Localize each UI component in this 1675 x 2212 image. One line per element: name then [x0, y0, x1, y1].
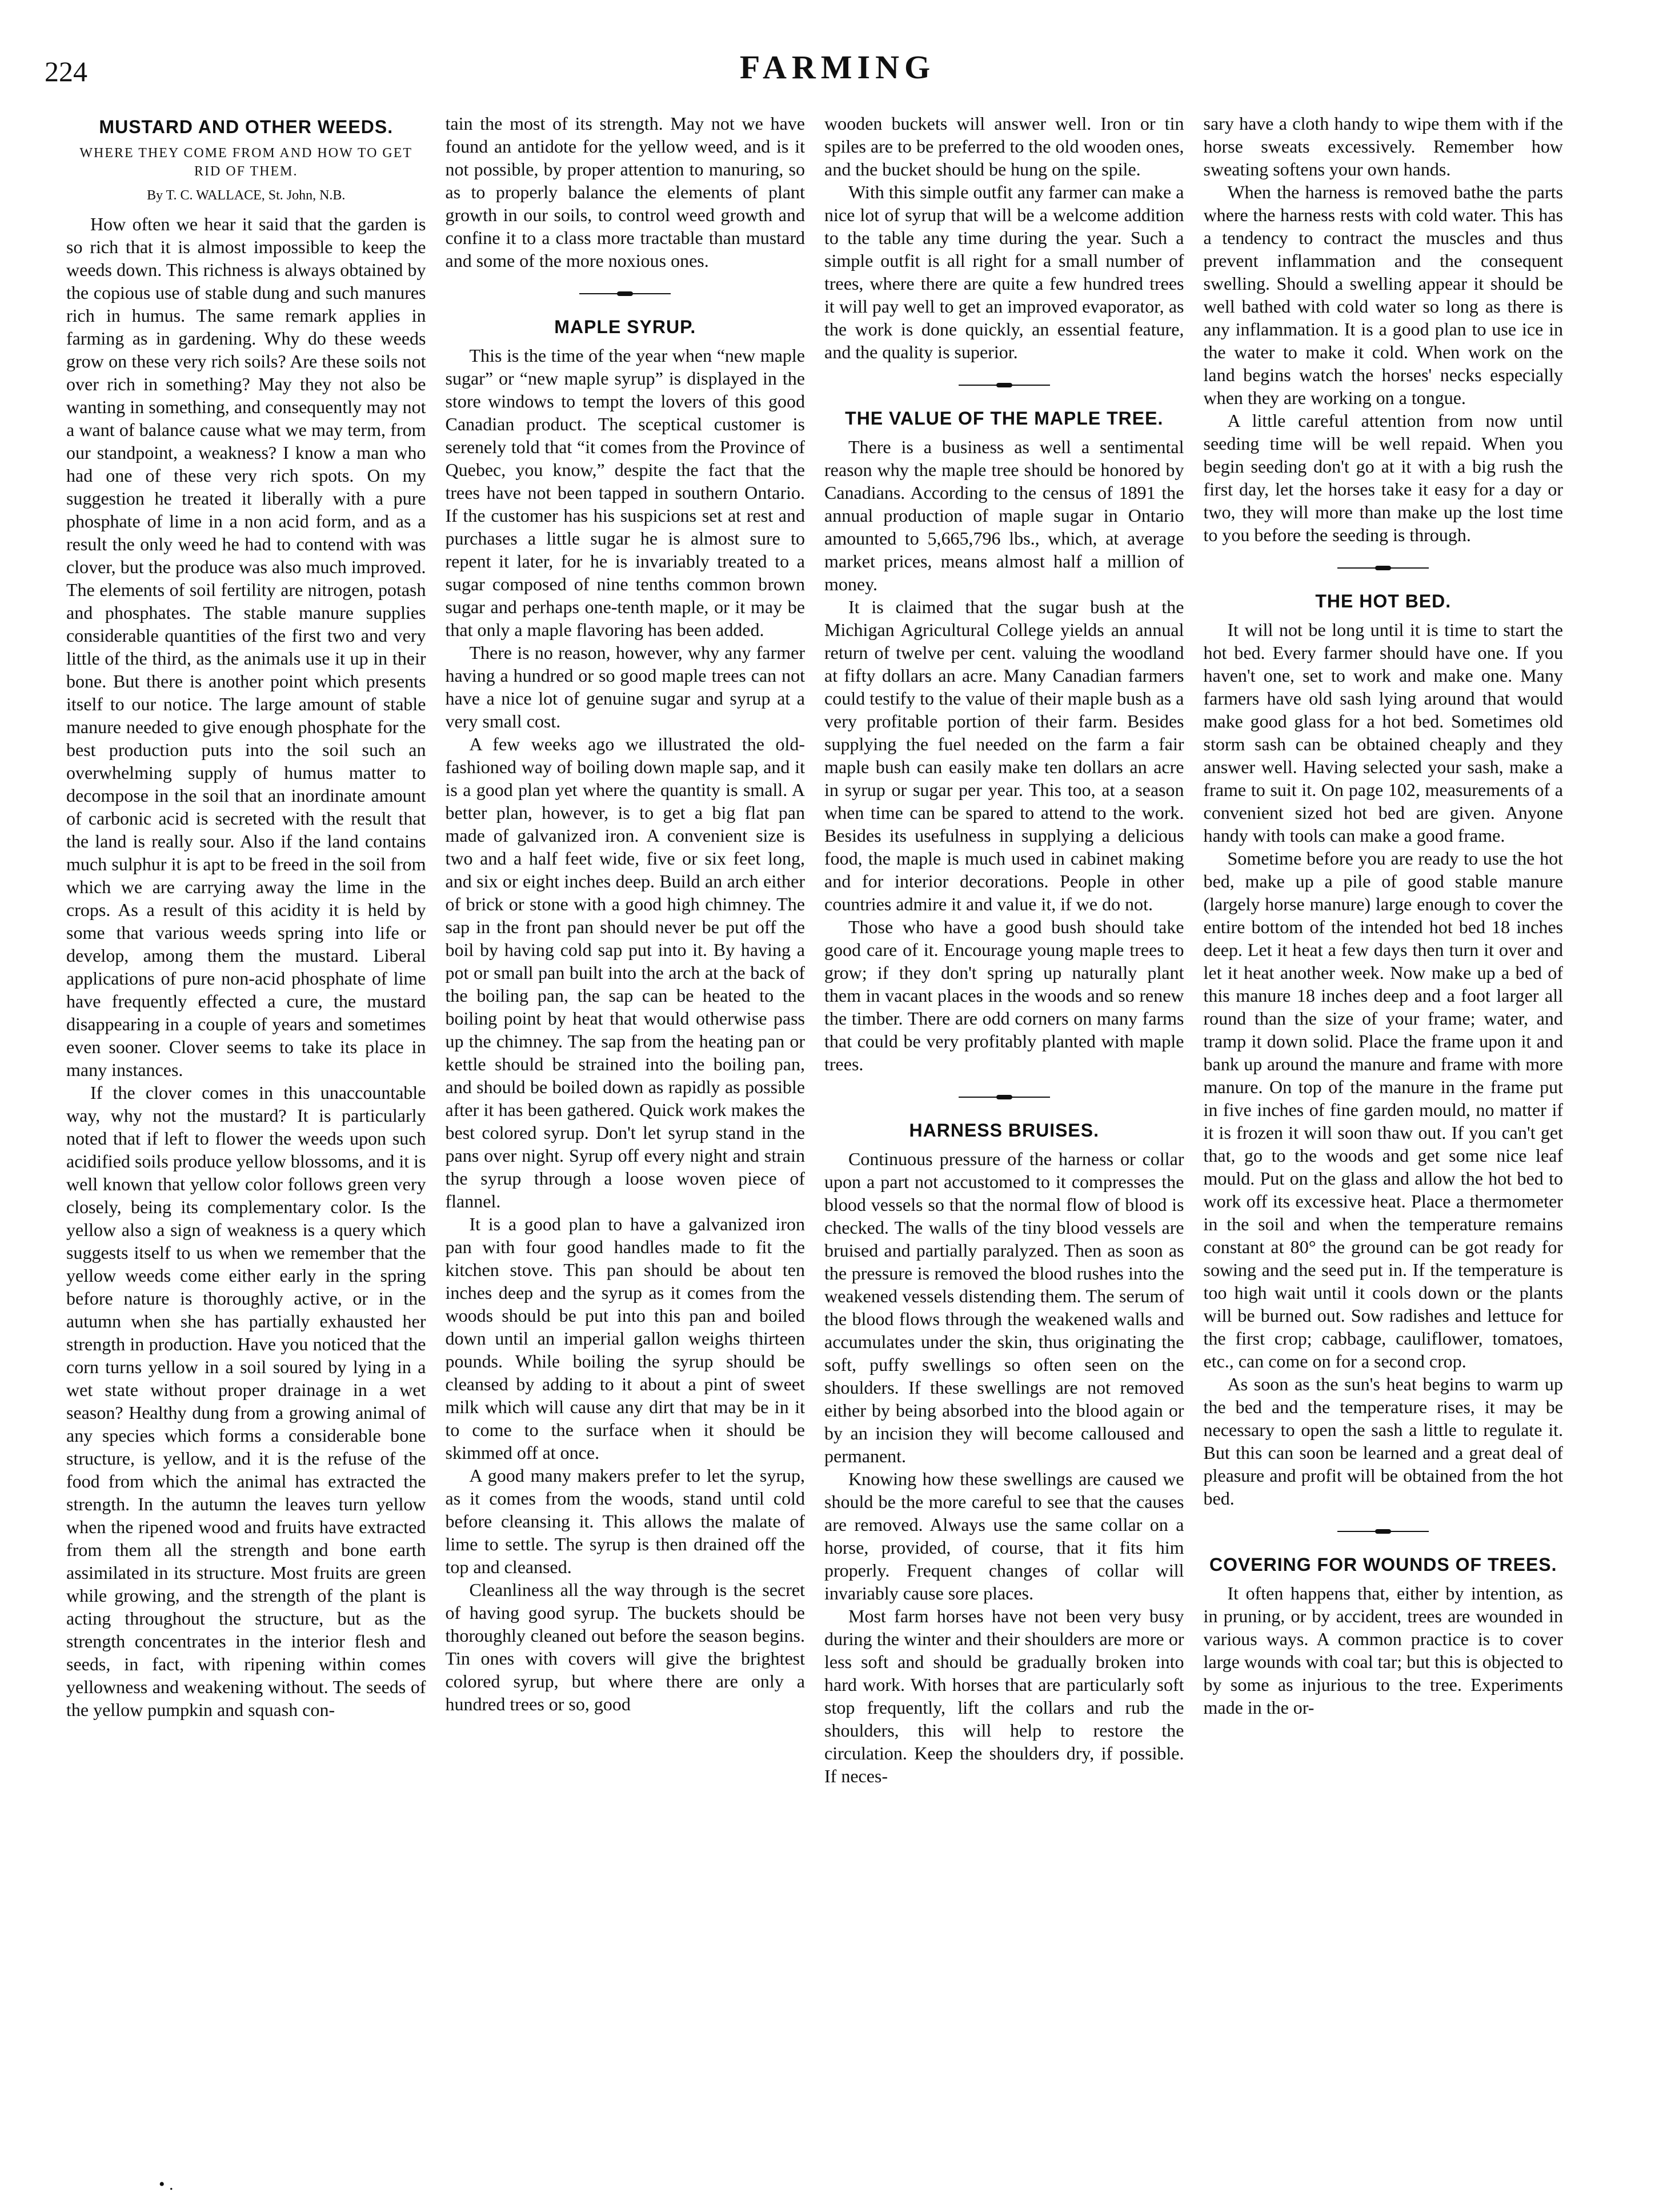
article-subtitle-mustard: WHERE THEY COME FROM AND HOW TO GET RID OF THEM. [79, 146, 413, 179]
paragraph: Those who have a good bush should take good care of it. Encourage young maple trees to grow; if they don't spring up naturally plant them in vacant places in the woods and so renew the timber. There are odd corners on many farms that could be very profitably planted with maple trees. [824, 917, 1184, 1074]
paragraph: If the clover comes in this unaccountable way, why not the mustard? It is particularly noted that if left to flower the weeds upon such acidified soils produce yellow blossoms, and it is well known that yellow color follows green very closely, being its complementary color. Is the yellow also a sign of weakness is a query which suggests itself to us when we remember that the yellow weeds come either early in the spring before nature is thoroughly active, or in the autumn when she has partially exhausted her strength in production. Have you noticed that the corn turns yellow in a soil soured by lying in a wet state without proper drainage in a wet season? Healthy dung from a growing animal of any species which forms a considerable bone structure, is yellow, and it is the refuse of the food from which the animal has extracted the strength. In the autumn the leaves turn yellow when the ripened wood and fruits have extracted from them all the strength and bone earth assimilated in its structure. Most fruits are green while growing, and the strength of the plant is acting throughout the structure, but as the strength concentrates in the interior flesh and seeds, in fact, with ripening within comes yellowness and weakening without. The seeds of the yellow pumpkin and squash con- [66, 1082, 426, 1720]
paragraph: Sometime before you are ready to use the hot bed, make up a pile of good stable manure (largely horse manure) large enough to cover the entire bottom of the intended hot bed 18 inches deep. Let it heat a few days then turn it over and let it heat another week. Now make up a bed of this manure 18 inches deep and a foot larger all round than the size of your frame; water, and tramp it down solid. Place the frame upon it and bank up around the manure and frame with more manure. On top of the manure in the frame put in five inches of fine garden mould, no matter if it is frozen it will soon thaw out. If you can't get that, go to the woods and get some nice leaf mould. Put on the glass and allow the hot bed to work off its excessive heat. Place a thermometer in the soil and when the temperature remains constant at 80° the ground can be got ready for sowing and the seed put in. If the temperature is too high wait until it cools down or the plants will be burned out. Sow radishes and lettuce for the first crop; cabbage, cauliflower, tomatoes, etc., can come on for a second crop. [1203, 848, 1563, 1371]
paragraph: It will not be long until it is time to start the hot bed. Every farmer should have one. If you haven't one, set to work and make one. Many farmers have old sash lying around that would make good glass for a hot bed. Sometimes old storm sash can be obtained cheaply and they answer well. Having selected your sash, make a frame to suit it. On page 102, measurements of a convenient sized hot bed are given. Anyone handy with tools can make a good frame. [1203, 619, 1563, 846]
paragraph: It is a good plan to have a galvanized iron pan with four good handles made to fit the kitchen stove. This pan should be about ten inches deep and the syrup as it comes from the woods should be put into this pan and boiled down until an imperial gallon weighs thirteen pounds. While boiling the syrup should be cleansed by adding to it about a pint of sweet milk which will cause any dirt that may be in it to come to the surface when it should be skimmed off at once. [445, 1214, 805, 1463]
paragraph: How often we hear it said that the garden is so rich that it is almost impossible to keep the weeds down. This richness is always obtained by the copious use of stable dung and such manures rich in humus. The same remark applies in farming as in gardening. Why do these weeds grow on these very rich soils? Are these soils not over rich in something? May they not also be wanting in something, and consequently may not a want of balance cause what we may term, from our standpoint, a weakness? I know a man who had one of these very rich spots. On my suggestion he treated it liberally with a pure phosphate of lime in a non acid form, and as a result the only weed he had to contend with was clover, but the produce was also much improved. The elements of soil fertility are nitrogen, potash and phosphates. The stable manure supplies considerable quantities of the first two and very little of the third, as the animals use it up in their bone. But there is another point which presents itself to our notice. The large amount of stable manure needed to give enough phosphate for the best production puts into the soil such an overwhelming supply of humus matter to decompose in the soil that an inordinate amount of carbonic acid is secreted with the result that the land is really sour. Also if the land contains much sulphur it is apt to be freed in the soil from which we are carrying away the lime in the crops. As a result of this acidity it is held by some that various weeds spring into life or develop, among them the mustard. Liberal applications of pure non-acid phosphate of lime have frequently effected a cure, the mustard disappearing in a couple of years and sometimes even sooner. Clover seems to take its place in many instances. [66, 214, 426, 1080]
article-columns [66, 112, 1563, 2146]
article-title-maple-syrup: MAPLE SYRUP. [554, 317, 696, 337]
page-number: 224 [45, 55, 87, 87]
paragraph: With this simple outfit any farmer can make a nice lot of syrup that will be a welcome addition to the table any time during the year. Such a simple outfit is all right for a small number of trees, where there are quite a few hundred trees it will pay well to get an improved evaporator, as the work is done quickly, an essential feature, and the quality is superior. [824, 182, 1184, 362]
paragraph: Most farm horses have not been very busy during the winter and their shoulders are more or less soft and should be gradually broken into hard work. With horses that are particularly soft stop frequently, lift the collars and rub the shoulders, this will help to restore the circulation. Keep the shoulders dry, if possible. If neces- [824, 1606, 1184, 1786]
article-title-mustard: MUSTARD AND OTHER WEEDS. [99, 117, 394, 137]
paragraph: There is no reason, however, why any farmer having a hundred or so good maple trees can not have a nice lot of genuine sugar and syrup at a very small cost. [445, 642, 805, 731]
paragraph: This is the time of the year when “new maple sugar” or “new maple syrup” is displayed in the store windows to tempt the lovers of this good Canadian product. The sceptical customer is serenely told that “it comes from the Province of Quebec, you know,” despite the fact that the trees have not been tapped in southern Ontario. If the customer has his suspicions set at rest and purchases a little sugar he is almost sure to repent it later, for he is invariably treated to a sugar composed of nine tenths common brown sugar and perhaps one-tenth maple, or it may be that only a maple flavoring has been added. [445, 345, 805, 640]
column-3 [824, 112, 1184, 2146]
paragraph: When the harness is removed bathe the parts where the harness rests with cold water. This has a tendency to contract the muscles and thus prevent inflammation and the consequent swelling. Should a swelling appear it should be well bathed with cold water so long as there is any inflammation. It is a good plan to use ice in the water to make it cold. When work on the land begins watch the horses' necks especially when they are working on a tongue. [1203, 182, 1563, 408]
section-divider [959, 1095, 1050, 1099]
paragraph: As soon as the sun's heat begins to warm up the bed and the temperature rises, it may be necessary to open the sash a little to regulate it. But this can soon be learned and a great deal of pleasure and profit will be obtained from the hot bed. [1203, 1374, 1563, 1509]
article-title-wounds: COVERING FOR WOUNDS OF TREES. [1209, 1554, 1557, 1575]
section-divider [959, 383, 1050, 387]
article-title-hot-bed: THE HOT BED. [1315, 591, 1452, 611]
paragraph: Cleanliness all the way through is the secret of having good syrup. The buckets should be thoroughly cleaned out before the season begins. Tin ones with covers will give the brightest colored syrup, but where there are only a hundred trees or so, good [445, 1579, 805, 1714]
paragraph: A little careful attention from now until seeding time will be well repaid. When you begin seeding don't go at it with a big rush the first day, let the horses take it easy for a day or two, they will more than make up the lost time to you before the seeding is through. [1203, 410, 1563, 545]
column-2 [446, 112, 806, 2146]
paragraph: Continuous pressure of the harness or collar upon a part not accustomed to it compresses the blood vessels so that the normal flow of blood is checked. The walls of the tiny blood vessels are bruised and partially paralyzed. Then as soon as the pressure is removed the blood rushes into the weakened vessels distending them. The serum of the blood flows through the weakened walls and accumulates under the skin, thus originating the soft, puffy swellings so often seen on the shoulders. If these swellings are not removed either by being absorbed into the blood again or by an incision they will become calloused and permanent. [824, 1149, 1184, 1466]
paragraph: It is claimed that the sugar bush at the Michigan Agricultural College yields an annual return of twelve per cent. valuing the woodland at fifty dollars an acre. Many Canadian farmers could testify to the value of their maple bush as a very profitable portion of their farm. Besides supplying the fuel needed on the farm a fair maple bush can easily make ten dollars an acre in syrup or sugar per year. This too, at a season when time can be spared to attend to the work. Besides its usefulness in supplying a delicious food, the maple is much used in cabinet making and for interior decorations. People in other countries admire it and value it, if we do not. [824, 597, 1184, 914]
article-byline-mustard: By T. C. WALLACE, St. John, N.B. [147, 188, 346, 203]
footer-marks: • . [159, 2175, 174, 2194]
paragraph-continued: wooden buckets will answer well. Iron or tin spiles are to be preferred to the old wooden ones, and the bucket should be hung on the spile. [824, 113, 1184, 179]
article-title-maple-tree: THE VALUE OF THE MAPLE TREE. [845, 408, 1164, 429]
paragraph: There is a business as well a sentimental reason why the maple tree should be honored by Canadians. According to the census of 1891 the annual production of maple sugar in Ontario amounted to 5,665,796 lbs., which, at average market prices, means almost half a million of money. [824, 437, 1184, 594]
paragraph: Knowing how these swellings are caused we should be the more careful to see that the causes are removed. Always use the same collar on a horse, provided, of course, that it fits him properly. Frequent changes of collar will invariably cause sore places. [824, 1469, 1184, 1603]
section-divider [1337, 566, 1429, 570]
paragraph: It often happens that, either by intention, as in pruning, or by accident, trees are wounded in various ways. A common practice is to cover large wounds with coal tar; but this is objected to by some as injurious to the tree. Experiments made in the or- [1203, 1583, 1563, 1718]
article-title-harness: HARNESS BRUISES. [909, 1120, 1099, 1141]
section-divider [1337, 1529, 1429, 1534]
section-divider [579, 291, 671, 296]
paragraph-continued: sary have a cloth handy to wipe them with if the horse sweats excessively. Remember how sweating softens your own hands. [1203, 113, 1563, 179]
paragraph: A few weeks ago we illustrated the old-fashioned way of boiling down maple sap, and it is a good plan yet where the quantity is small. A better plan, however, is to get a big flat pan made of galvanized iron. A convenient size is two and a half feet wide, five or six feet long, and six or eight inches deep. Build an arch either of brick or stone with a good high chimney. The sap in the front pan should never be put off the boil by having cold sap put into it. By having a pot or small pan built into the arch at the back of the boiling pan, the sap can be heated to the boiling point by heat that would otherwise pass up the chimney. The sap from the heating pan or kettle should be strained into the boiling pan, and should be boiled down as rapidly as possible after it has been gathered. Quick work makes the best colored syrup. Don't let syrup stand in the pans over night. Syrup off every night and strain the syrup through a loose woven piece of flannel. [445, 734, 805, 1211]
column-1 [66, 112, 426, 2146]
running-head: FARMING [739, 49, 936, 86]
paragraph: A good many makers prefer to let the syrup, as it comes from the woods, stand until cold before cleansing it. This allows the malate of lime to settle. The syrup is then drained off the top and cleansed. [445, 1465, 805, 1577]
paragraph-continued: tain the most of its strength. May not we have found an antidote for the yellow weed, and is it not possible, by proper attention to manuring, so as to properly balance the elements of plant growth in our soils, to control weed growth and confine it to a class more tractable than mustard and some of the more noxious ones. [445, 113, 805, 271]
column-4 [1204, 112, 1564, 2146]
